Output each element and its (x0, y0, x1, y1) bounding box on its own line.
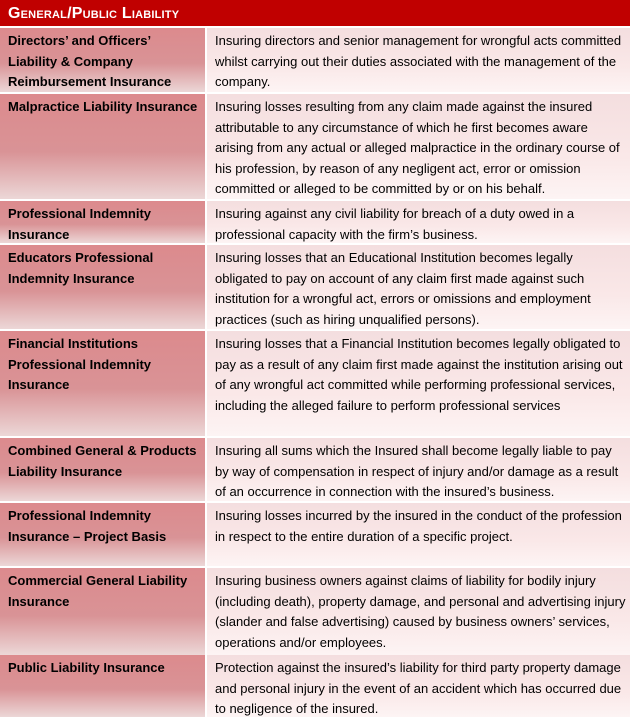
insurance-type: Educators Professional Indemnity Insurance (0, 245, 205, 329)
table-row (0, 655, 630, 717)
insurance-description: Insuring against any civil liability for breach of a duty owed in a professional capacity with the firm’s business. (207, 201, 630, 243)
table-row (0, 438, 630, 501)
insurance-description: Insuring losses that a Financial Institution becomes legally obligated to pay as a result of any claim first made against the institution arising out of any wrongful act committed while performing professional services, including the alleged failure to perform professional services (207, 331, 630, 436)
table-row (0, 503, 630, 566)
insurance-type: Public Liability Insurance (0, 655, 205, 717)
insurance-description: Insuring all sums which the Insured shall become legally liable to pay by way of compensation in respect of injury and/or damage as a result of an occurrence in connection with the insured’s business. (207, 438, 630, 501)
insurance-type: Directors’ and Officers’ Liability & Company Reimbursement Insurance (0, 28, 205, 92)
section-header (0, 0, 630, 26)
insurance-type: Financial Institutions Professional Indemnity Insurance (0, 331, 205, 436)
table-row (0, 201, 630, 243)
table-row (0, 245, 630, 329)
insurance-type: Combined General & Products Liability Insurance (0, 438, 205, 501)
insurance-description: Insuring losses incurred by the insured in the conduct of the profession in respect to the entire duration of a specific project. (207, 503, 630, 566)
insurance-description: Insuring losses that an Educational Institution becomes legally obligated to pay on account of any claim first made against such institution for a wrongful act, errors or omissions and employment practices (such as hiring unqualified persons). (207, 245, 630, 329)
section-title: General/Public Liability (8, 5, 180, 22)
table-row (0, 568, 630, 655)
insurance-description: Protection against the insured’s liability for third party property damage and personal injury in the event of an accident which has occurred due to negligence of the insured. (207, 655, 630, 717)
insurance-type: Malpractice Liability Insurance (0, 94, 205, 199)
insurance-type: Professional Indemnity Insurance (0, 201, 205, 243)
insurance-type: Commercial General Liability Insurance (0, 568, 205, 655)
insurance-description: Insuring business owners against claims of liability for bodily injury (including death), property damage, and personal and advertising injury (slander and false advertising) caused by business owners’ services, operations and/or employees. (207, 568, 630, 655)
insurance-description: Insuring directors and senior management for wrongful acts committed whilst carrying out their duties associated with the management of the company. (207, 28, 630, 92)
insurance-type: Professional Indemnity Insurance – Project Basis (0, 503, 205, 566)
table-row (0, 94, 630, 199)
table-row (0, 28, 630, 92)
insurance-description: Insuring losses resulting from any claim made against the insured attributable to any circumstance of which he first becomes aware arising from any actual or alleged malpractice in the ordinary course of his profession, by reason of any negligent act, error or omission committed or alleged to be committed by or on his behalf. (207, 94, 630, 199)
table-row (0, 331, 630, 436)
